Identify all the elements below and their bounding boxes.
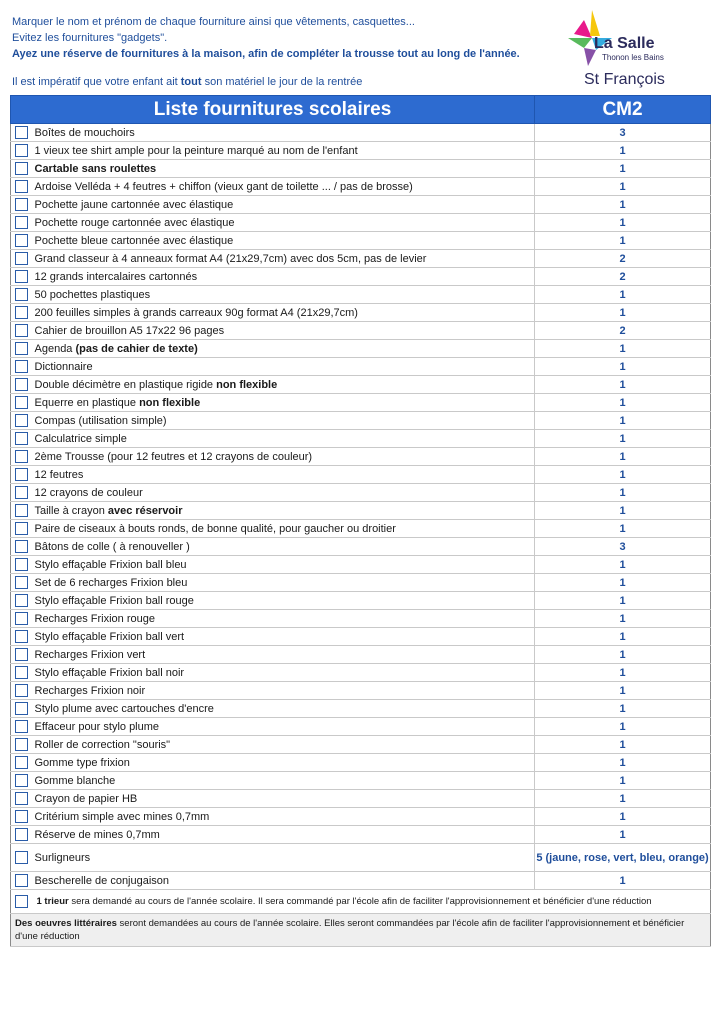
item-name bbox=[33, 736, 535, 754]
note-row bbox=[11, 890, 711, 914]
checkbox[interactable] bbox=[15, 810, 28, 823]
logo-name: La Salle bbox=[594, 35, 655, 52]
item-name bbox=[33, 826, 535, 844]
checkbox[interactable] bbox=[15, 648, 28, 661]
item-quantity: 1 bbox=[535, 160, 711, 178]
item-quantity: 1 bbox=[535, 790, 711, 808]
item-quantity: 1 bbox=[535, 502, 711, 520]
item-quantity: 1 bbox=[535, 376, 711, 394]
intro-line-2: Evitez les fournitures "gadgets". bbox=[12, 32, 168, 44]
item-name bbox=[33, 574, 535, 592]
item-quantity: 1 bbox=[535, 466, 711, 484]
item-quantity: 1 bbox=[535, 556, 711, 574]
checkbox[interactable] bbox=[15, 144, 28, 157]
checkbox[interactable] bbox=[15, 720, 28, 733]
checkbox-cell bbox=[11, 664, 33, 682]
checkbox-cell bbox=[11, 232, 33, 250]
item-quantity: 1 bbox=[535, 610, 711, 628]
item-name bbox=[33, 772, 535, 790]
item-text-bold: avec réservoir bbox=[107, 504, 183, 517]
table-header bbox=[11, 96, 711, 124]
table-row bbox=[11, 872, 711, 890]
item-name bbox=[33, 142, 535, 160]
item-quantity: 1 bbox=[535, 304, 711, 322]
checkbox[interactable] bbox=[15, 666, 28, 679]
item-text: Bâtons de colle ( à renouveller ) bbox=[34, 540, 190, 553]
checkbox-cell bbox=[11, 502, 33, 520]
checkbox-cell bbox=[11, 610, 33, 628]
checkbox-cell bbox=[11, 322, 33, 340]
checkbox[interactable] bbox=[15, 396, 28, 409]
table-row bbox=[11, 574, 711, 592]
checkbox-cell bbox=[11, 466, 33, 484]
checkbox[interactable] bbox=[15, 432, 28, 445]
item-quantity: 1 bbox=[535, 358, 711, 376]
checkbox[interactable] bbox=[15, 576, 28, 589]
item-text: 12 grands intercalaires cartonnés bbox=[34, 270, 198, 283]
checkbox[interactable] bbox=[15, 630, 28, 643]
school-logo bbox=[562, 8, 712, 92]
table-row bbox=[11, 646, 711, 664]
checkbox-cell bbox=[11, 700, 33, 718]
item-name bbox=[33, 682, 535, 700]
checkbox[interactable] bbox=[15, 738, 28, 751]
item-quantity: 1 bbox=[535, 484, 711, 502]
table-row bbox=[11, 214, 711, 232]
table-row bbox=[11, 664, 711, 682]
item-text: Recharges Frixion noir bbox=[34, 684, 146, 697]
checkbox[interactable] bbox=[15, 702, 28, 715]
checkbox-cell bbox=[11, 628, 33, 646]
checkbox-cell bbox=[11, 340, 33, 358]
item-quantity: 1 bbox=[535, 412, 711, 430]
checkbox[interactable] bbox=[15, 162, 28, 175]
checkbox-cell bbox=[11, 646, 33, 664]
checkbox[interactable] bbox=[15, 486, 28, 499]
checkbox-cell bbox=[11, 574, 33, 592]
item-text: 12 feutres bbox=[34, 468, 84, 481]
checkbox[interactable] bbox=[15, 684, 28, 697]
item-text: Surligneurs bbox=[34, 851, 91, 864]
checkbox[interactable] bbox=[15, 288, 28, 301]
checkbox-cell bbox=[11, 376, 33, 394]
item-name bbox=[33, 250, 535, 268]
item-quantity: 1 bbox=[535, 646, 711, 664]
item-name bbox=[33, 628, 535, 646]
table-row bbox=[11, 376, 711, 394]
item-quantity: 1 bbox=[535, 142, 711, 160]
item-quantity: 3 bbox=[535, 538, 711, 556]
checkbox[interactable] bbox=[15, 180, 28, 193]
item-name bbox=[33, 268, 535, 286]
item-text: 50 pochettes plastiques bbox=[34, 288, 151, 301]
checkbox[interactable] bbox=[15, 270, 28, 283]
item-text: Set de 6 recharges Frixion bleu bbox=[34, 576, 188, 589]
table-row bbox=[11, 772, 711, 790]
checkbox[interactable] bbox=[15, 234, 28, 247]
note-body: seront demandées au cours de l'année scolaire. Elles seront commandées par l'école afin de faciliter l'approvisionnement et bénéficier d'une réduction bbox=[15, 918, 685, 942]
item-text: Stylo effaçable Frixion ball noir bbox=[34, 666, 185, 679]
checkbox[interactable] bbox=[15, 756, 28, 769]
table-row bbox=[11, 538, 711, 556]
item-text: Cahier de brouillon A5 17x22 96 pages bbox=[34, 324, 225, 337]
checkbox-cell bbox=[11, 286, 33, 304]
table-row bbox=[11, 304, 711, 322]
table-row bbox=[11, 448, 711, 466]
item-quantity: 2 bbox=[535, 322, 711, 340]
item-text: 1 vieux tee shirt ample pour la peinture marqué au nom de l'enfant bbox=[34, 144, 358, 157]
item-name bbox=[33, 214, 535, 232]
item-text: Double décimètre en plastique rigide bbox=[34, 378, 217, 391]
checkbox-cell bbox=[11, 754, 33, 772]
item-name bbox=[33, 178, 535, 196]
item-name bbox=[33, 376, 535, 394]
checkbox-cell bbox=[11, 214, 33, 232]
item-text: Recharges Frixion rouge bbox=[34, 612, 155, 625]
table-row bbox=[11, 232, 711, 250]
checkbox-cell bbox=[11, 556, 33, 574]
item-name bbox=[33, 538, 535, 556]
table-row bbox=[11, 178, 711, 196]
item-name bbox=[33, 844, 535, 872]
item-quantity: 1 bbox=[535, 808, 711, 826]
note-text bbox=[33, 890, 711, 914]
checkbox-cell bbox=[11, 736, 33, 754]
item-name bbox=[33, 484, 535, 502]
intro-line-4-start: Il est impératif que votre enfant ait bbox=[12, 76, 181, 88]
item-quantity: 1 bbox=[535, 682, 711, 700]
item-name bbox=[33, 700, 535, 718]
item-quantity: 1 bbox=[535, 196, 711, 214]
item-quantity: 1 bbox=[535, 664, 711, 682]
table-row bbox=[11, 250, 711, 268]
item-name bbox=[33, 124, 535, 142]
item-quantity: 1 bbox=[535, 448, 711, 466]
checkbox-cell bbox=[11, 448, 33, 466]
table-row bbox=[11, 628, 711, 646]
item-text: Recharges Frixion vert bbox=[34, 648, 146, 661]
table-row bbox=[11, 718, 711, 736]
item-text: 2ème Trousse (pour 12 feutres et 12 crayons de couleur) bbox=[34, 450, 313, 463]
checkbox-cell bbox=[11, 484, 33, 502]
item-quantity: 1 bbox=[535, 736, 711, 754]
intro-notes bbox=[12, 14, 552, 90]
item-text: Gomme blanche bbox=[34, 774, 116, 787]
table-row bbox=[11, 124, 711, 142]
checkbox[interactable] bbox=[15, 895, 28, 908]
item-text: Compas (utilisation simple) bbox=[34, 414, 167, 427]
checkbox[interactable] bbox=[15, 851, 28, 864]
checkbox-cell bbox=[11, 826, 33, 844]
item-name bbox=[33, 286, 535, 304]
item-name bbox=[33, 448, 535, 466]
item-name bbox=[33, 502, 535, 520]
table-row bbox=[11, 466, 711, 484]
item-name bbox=[33, 754, 535, 772]
item-text: Stylo plume avec cartouches d'encre bbox=[34, 702, 214, 715]
item-name bbox=[33, 872, 535, 890]
item-text: Equerre en plastique bbox=[34, 396, 140, 409]
item-text-bold: (pas de cahier de texte) bbox=[75, 342, 198, 355]
item-text: Stylo effaçable Frixion ball bleu bbox=[34, 558, 187, 571]
table-row bbox=[11, 556, 711, 574]
item-quantity: 1 bbox=[535, 286, 711, 304]
item-text-bold: Cartable sans roulettes bbox=[34, 162, 157, 175]
checkbox-cell bbox=[11, 520, 33, 538]
intro-line-4 bbox=[12, 74, 552, 90]
intro-line-4-end: son matériel le jour de la rentrée bbox=[201, 76, 363, 88]
table-row bbox=[11, 412, 711, 430]
item-text: Bescherelle de conjugaison bbox=[34, 874, 170, 887]
item-name bbox=[33, 556, 535, 574]
checkbox[interactable] bbox=[15, 612, 28, 625]
table-row bbox=[11, 196, 711, 214]
checkbox[interactable] bbox=[15, 252, 28, 265]
checkbox-cell bbox=[11, 772, 33, 790]
table-row bbox=[11, 790, 711, 808]
item-name bbox=[33, 466, 535, 484]
item-quantity: 1 bbox=[535, 232, 711, 250]
item-text: Pochette jaune cartonnée avec élastique bbox=[34, 198, 234, 211]
item-name bbox=[33, 718, 535, 736]
checkbox-cell bbox=[11, 872, 33, 890]
table-row bbox=[11, 844, 711, 872]
checkbox-cell bbox=[11, 844, 33, 872]
item-name bbox=[33, 646, 535, 664]
item-name bbox=[33, 808, 535, 826]
checkbox-cell bbox=[11, 394, 33, 412]
table-row bbox=[11, 700, 711, 718]
table-row bbox=[11, 736, 711, 754]
checkbox-cell bbox=[11, 178, 33, 196]
checkbox[interactable] bbox=[15, 450, 28, 463]
item-text: Paire de ciseaux à bouts ronds, de bonne qualité, pour gaucher ou droitier bbox=[34, 522, 396, 535]
item-name bbox=[33, 520, 535, 538]
checkbox-cell bbox=[11, 538, 33, 556]
intro-line-4-bold: tout bbox=[180, 76, 202, 88]
checkbox[interactable] bbox=[15, 378, 28, 391]
item-quantity: 1 bbox=[535, 340, 711, 358]
item-text-bold: non flexible bbox=[139, 396, 201, 409]
checkbox[interactable] bbox=[15, 558, 28, 571]
checkbox-cell bbox=[11, 718, 33, 736]
table-row bbox=[11, 808, 711, 826]
item-text: Roller de correction "souris" bbox=[34, 738, 171, 751]
table-row bbox=[11, 592, 711, 610]
table-row bbox=[11, 682, 711, 700]
table-row bbox=[11, 322, 711, 340]
checkbox[interactable] bbox=[15, 774, 28, 787]
item-name bbox=[33, 664, 535, 682]
item-text: Pochette bleue cartonnée avec élastique bbox=[34, 234, 234, 247]
intro-line-3: Ayez une réserve de fournitures à la maison, afin de compléter la trousse tout au long de l'année. bbox=[12, 48, 520, 60]
checkbox[interactable] bbox=[15, 216, 28, 229]
checkbox[interactable] bbox=[15, 342, 28, 355]
table-row bbox=[11, 358, 711, 376]
checkbox-cell bbox=[11, 808, 33, 826]
item-quantity: 3 bbox=[535, 124, 711, 142]
item-name bbox=[33, 304, 535, 322]
item-text: Stylo effaçable Frixion ball vert bbox=[34, 630, 185, 643]
checkbox[interactable] bbox=[15, 126, 28, 139]
item-quantity: 1 bbox=[535, 178, 711, 196]
item-name bbox=[33, 610, 535, 628]
item-name bbox=[33, 358, 535, 376]
checkbox[interactable] bbox=[15, 522, 28, 535]
item-quantity: 1 bbox=[535, 214, 711, 232]
checkbox-cell bbox=[11, 304, 33, 322]
checkbox[interactable] bbox=[15, 324, 28, 337]
class-column-header: CM2 bbox=[535, 96, 711, 124]
item-text: 12 crayons de couleur bbox=[34, 486, 143, 499]
item-name bbox=[33, 340, 535, 358]
checkbox[interactable] bbox=[15, 414, 28, 427]
checkbox-cell bbox=[11, 250, 33, 268]
item-text: Stylo effaçable Frixion ball rouge bbox=[34, 594, 194, 607]
note-bold: 1 trieur bbox=[36, 896, 69, 907]
checkbox[interactable] bbox=[15, 874, 28, 887]
checkbox-cell bbox=[11, 268, 33, 286]
checkbox-cell bbox=[11, 124, 33, 142]
checkbox[interactable] bbox=[15, 306, 28, 319]
item-quantity: 1 bbox=[535, 520, 711, 538]
checkbox[interactable] bbox=[15, 828, 28, 841]
item-text: Ardoise Velléda + 4 feutres + chiffon (vieux gant de toilette ... / pas de brosse) bbox=[34, 180, 413, 193]
checkbox[interactable] bbox=[15, 360, 28, 373]
item-name bbox=[33, 232, 535, 250]
item-quantity: 1 bbox=[535, 700, 711, 718]
item-name bbox=[33, 430, 535, 448]
table-row bbox=[11, 520, 711, 538]
table-row bbox=[11, 340, 711, 358]
item-quantity: 1 bbox=[535, 574, 711, 592]
item-text: Taille à crayon bbox=[34, 504, 108, 517]
table-row bbox=[11, 502, 711, 520]
item-text: Gomme type frixion bbox=[34, 756, 130, 769]
note-body: sera demandé au cours de l'année scolaire. Il sera commandé par l'école afin de faciliter l'approvisionnement et bénéficier d'une réduction bbox=[68, 896, 652, 907]
checkbox[interactable] bbox=[15, 540, 28, 553]
item-text: Agenda bbox=[34, 342, 76, 355]
item-text-bold: non flexible bbox=[216, 378, 278, 391]
checkbox-cell bbox=[11, 682, 33, 700]
checkbox-cell bbox=[11, 160, 33, 178]
table-row bbox=[11, 160, 711, 178]
item-name bbox=[33, 790, 535, 808]
item-quantity: 2 bbox=[535, 268, 711, 286]
item-text: Dictionnaire bbox=[34, 360, 93, 373]
checkbox[interactable] bbox=[15, 468, 28, 481]
supplies-table bbox=[10, 95, 711, 947]
checkbox[interactable] bbox=[15, 594, 28, 607]
item-quantity: 1 bbox=[535, 772, 711, 790]
item-quantity: 1 bbox=[535, 754, 711, 772]
table-row bbox=[11, 394, 711, 412]
note-row bbox=[11, 914, 711, 947]
logo-place: Thonon les Bains bbox=[602, 53, 664, 62]
item-text: 200 feuilles simples à grands carreaux 90g format A4 (21x29,7cm) bbox=[34, 306, 358, 319]
item-text: Critérium simple avec mines 0,7mm bbox=[34, 810, 210, 823]
logo-school: St François bbox=[584, 71, 665, 88]
checkbox[interactable] bbox=[15, 792, 28, 805]
item-name bbox=[33, 160, 535, 178]
table-row bbox=[11, 610, 711, 628]
table-row bbox=[11, 268, 711, 286]
table-row bbox=[11, 754, 711, 772]
item-quantity: 1 bbox=[535, 394, 711, 412]
note-bold: Des oeuvres littéraires bbox=[15, 918, 117, 929]
checkbox-cell bbox=[11, 592, 33, 610]
item-quantity: 1 bbox=[535, 718, 711, 736]
item-quantity: 1 bbox=[535, 628, 711, 646]
item-name bbox=[33, 592, 535, 610]
checkbox[interactable] bbox=[15, 504, 28, 517]
item-name bbox=[33, 412, 535, 430]
item-quantity: 1 bbox=[535, 430, 711, 448]
checkbox-cell bbox=[11, 790, 33, 808]
intro-line-1: Marquer le nom et prénom de chaque fourniture ainsi que vêtements, casquettes... bbox=[12, 16, 415, 28]
item-text: Pochette rouge cartonnée avec élastique bbox=[34, 216, 235, 229]
item-text: Calculatrice simple bbox=[34, 432, 127, 445]
checkbox-cell bbox=[11, 358, 33, 376]
item-name bbox=[33, 322, 535, 340]
item-quantity: 1 bbox=[535, 826, 711, 844]
item-quantity: 2 bbox=[535, 250, 711, 268]
note-text bbox=[11, 914, 711, 947]
checkbox-cell bbox=[11, 430, 33, 448]
item-text: Réserve de mines 0,7mm bbox=[34, 828, 160, 841]
item-text: Crayon de papier HB bbox=[34, 792, 138, 805]
checkbox-cell bbox=[11, 890, 33, 914]
item-text: Boîtes de mouchoirs bbox=[34, 126, 135, 139]
table-row bbox=[11, 286, 711, 304]
checkbox-cell bbox=[11, 412, 33, 430]
item-quantity: 5 (jaune, rose, vert, bleu, orange) bbox=[535, 844, 711, 872]
item-quantity: 1 bbox=[535, 872, 711, 890]
table-row bbox=[11, 484, 711, 502]
item-text: Grand classeur à 4 anneaux format A4 (21x29,7cm) avec dos 5cm, pas de levier bbox=[34, 252, 427, 265]
table-row bbox=[11, 142, 711, 160]
table-row bbox=[11, 826, 711, 844]
checkbox-cell bbox=[11, 142, 33, 160]
item-name bbox=[33, 394, 535, 412]
checkbox-cell bbox=[11, 196, 33, 214]
checkbox[interactable] bbox=[15, 198, 28, 211]
table-title: Liste fournitures scolaires bbox=[11, 96, 535, 124]
item-text: Effaceur pour stylo plume bbox=[34, 720, 160, 733]
table-row bbox=[11, 430, 711, 448]
item-name bbox=[33, 196, 535, 214]
item-quantity: 1 bbox=[535, 592, 711, 610]
